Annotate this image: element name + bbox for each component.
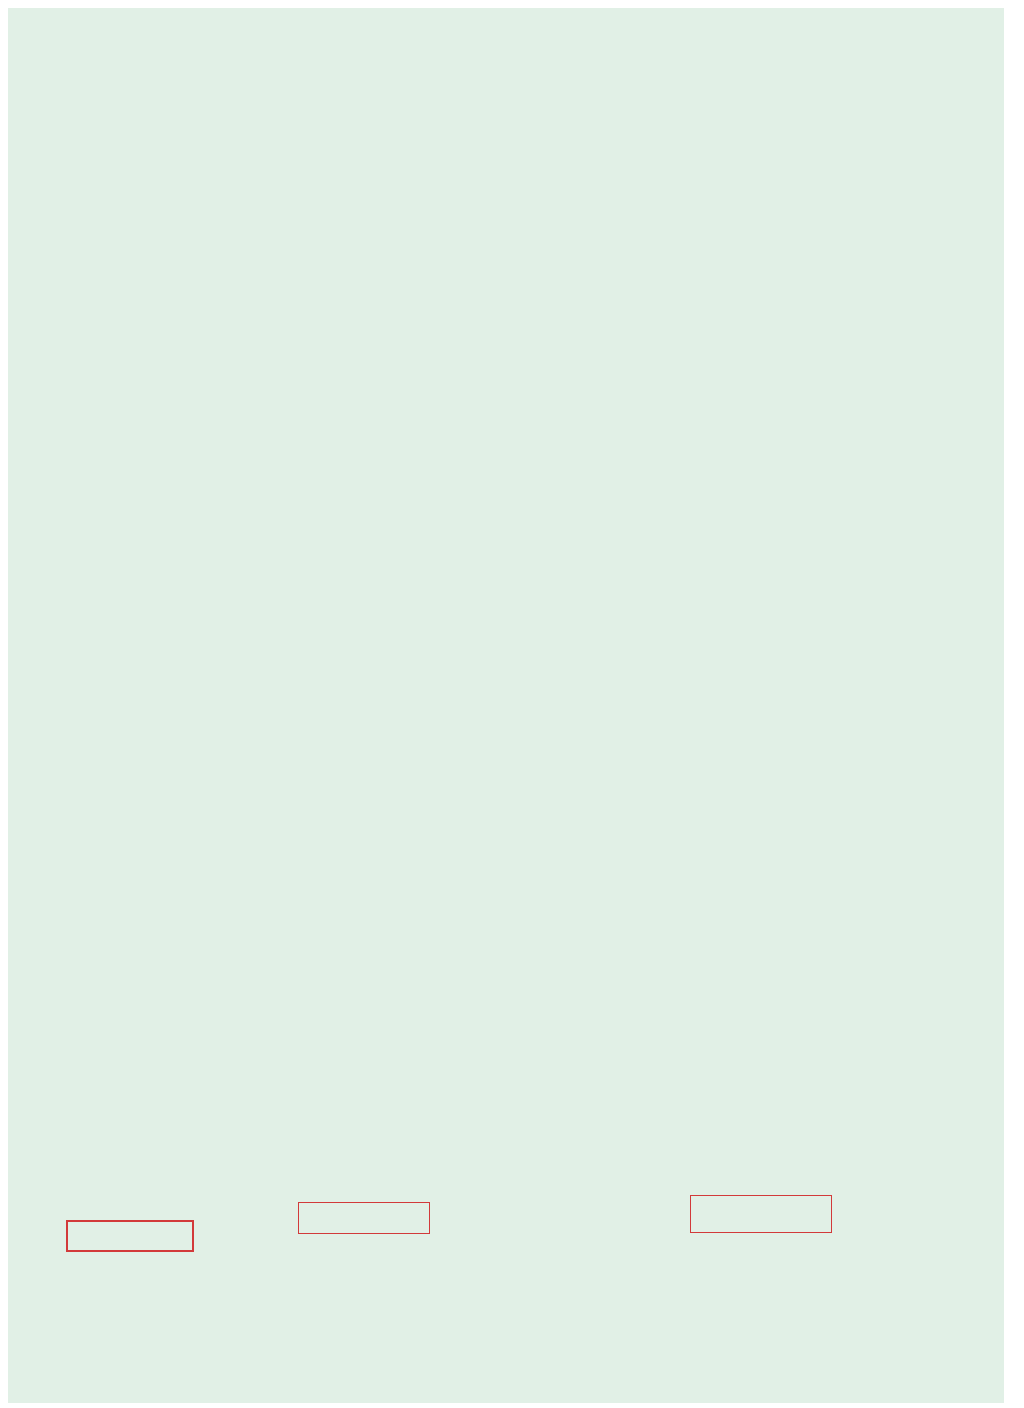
header-main <box>104 143 242 186</box>
header-side3 <box>514 143 650 186</box>
header-fruit <box>787 143 823 186</box>
header-side2 <box>378 143 514 186</box>
stamp-lunch-secretary <box>66 1220 194 1252</box>
header-soup <box>650 143 787 186</box>
header-staple <box>74 143 104 186</box>
header-date <box>43 143 74 186</box>
header-nutrition <box>823 143 966 186</box>
paper <box>8 8 1004 1403</box>
stamp-academic-director <box>298 1202 430 1234</box>
stamp-principal <box>690 1195 832 1233</box>
header-side1 <box>242 143 378 186</box>
